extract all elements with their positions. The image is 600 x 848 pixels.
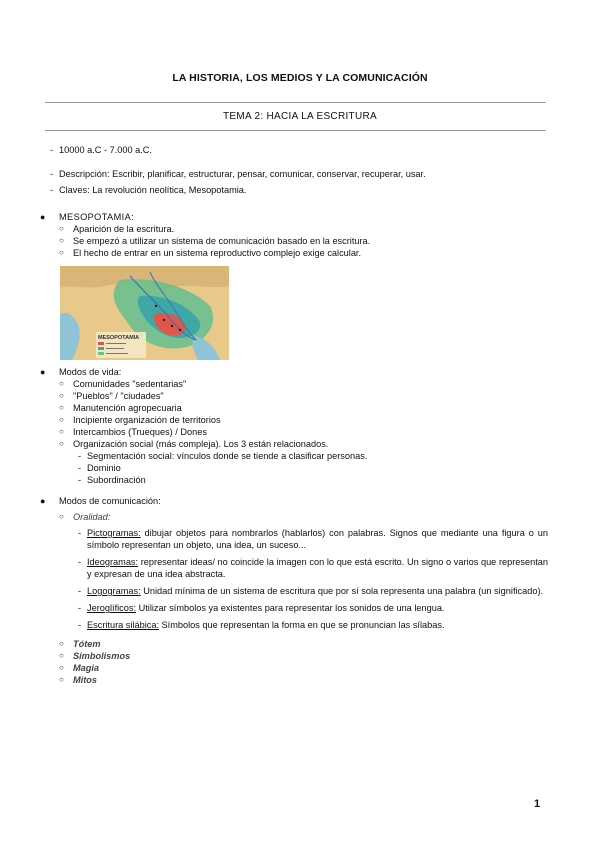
sub-list-item: - Subordinación — [87, 474, 146, 486]
list-item: Intercambios (Trueques) / Dones — [73, 427, 207, 437]
sub-list-item: - Dominio — [87, 462, 121, 474]
list-item: Manutención agropecuaria — [73, 403, 182, 413]
definition-jeroglificos — [87, 602, 445, 614]
page-number: 1 — [534, 798, 541, 810]
definition-escritura-silabica — [87, 619, 445, 631]
definition-logogramas — [87, 585, 543, 597]
circle-bullet-icon: ○ — [59, 379, 64, 388]
top-rule — [45, 102, 546, 103]
definition-text: representar ideas/ no coincide la imagen con lo que está escrito. Un signo o varios que representan y expresan de una idea abstracta. — [87, 557, 548, 579]
bottom-rule — [45, 130, 546, 131]
circle-bullet-icon: ○ — [59, 403, 64, 412]
term: Ideogramas: — [87, 557, 139, 567]
circle-bullet-icon: ○ — [59, 248, 64, 257]
list-item: El hecho de entrar en un sistema reproductivo complejo exige calcular. — [73, 248, 362, 258]
definition-text: Símbolos que representan la forma en que se pronuncian las sílabas. — [159, 620, 445, 630]
circle-bullet-icon: ○ — [59, 439, 64, 448]
bullet-icon: ● — [40, 212, 46, 222]
circle-bullet-icon: ○ — [59, 512, 64, 521]
list-item: Mitos — [73, 675, 97, 685]
mesopotamia-map-image — [60, 266, 229, 360]
modos-comunicacion-heading: Modos de comunicación: — [59, 496, 161, 506]
definition-text: Utilizar símbolos ya existentes para representar los sonidos de una lengua. — [136, 603, 445, 613]
document-title: LA HISTORIA, LOS MEDIOS Y LA COMUNICACIÓN — [172, 72, 428, 84]
intro-claves: - Claves: La revolución neolítica, Mesopotamia. — [59, 184, 246, 196]
list-item: Magia — [73, 663, 100, 673]
definition-text: Unidad mínima de un sistema de escritura que por sí sola representa una palabra (un significado). — [140, 586, 544, 596]
circle-bullet-icon: ○ — [59, 224, 64, 233]
map-label: MESOPOTAMIA — [98, 335, 140, 341]
circle-bullet-icon: ○ — [59, 391, 64, 400]
list-item: Comunidades "sedentarias" — [73, 379, 187, 389]
circle-bullet-icon: ○ — [59, 427, 64, 436]
circle-bullet-icon: ○ — [59, 675, 64, 684]
intro-description: - Descripción: Escribir, planificar, estructurar, pensar, comunicar, conservar, recuperar, usar. — [59, 168, 426, 180]
circle-bullet-icon: ○ — [59, 639, 64, 648]
list-item: "Pueblos" / "ciudades" — [73, 391, 164, 401]
term: Jeroglíficos: — [87, 603, 137, 613]
list-item: Incipiente organización de territorios — [73, 415, 221, 425]
circle-bullet-icon: ○ — [59, 651, 64, 660]
definition-ideogramas — [87, 556, 548, 580]
definition-pictogramas — [87, 527, 548, 551]
circle-bullet-icon: ○ — [59, 236, 64, 245]
term: Logogramas: — [87, 586, 141, 596]
circle-bullet-icon: ○ — [59, 663, 64, 672]
list-item: Aparición de la escritura. — [73, 224, 175, 234]
list-item: Organización social (más compleja). Los 3 están relacionados. — [73, 439, 329, 449]
bullet-icon: ● — [40, 367, 46, 377]
modos-vida-heading: Modos de vida: — [59, 367, 122, 377]
term: Escritura silábica: — [87, 620, 159, 630]
list-item: Se empezó a utilizar un sistema de comunicación basado en la escritura. — [73, 236, 371, 246]
bullet-icon: ● — [40, 496, 46, 506]
intro-date: - 10000 a.C - 7.000 a.C. — [59, 144, 152, 156]
list-item: Tótem — [73, 639, 101, 649]
sub-list-item: - Segmentación social: vínculos donde se tiende a clasificar personas. — [87, 450, 367, 462]
list-item: Simbolismos — [73, 651, 131, 661]
definition-text: dibujar objetos para nombrarlos (hablarlos) con palabras. Signos que mediante una figura o un símbolo representan un objeto, una idea, un suceso... — [87, 528, 548, 550]
mesopotamia-heading: MESOPOTAMIA: — [59, 212, 135, 222]
document-subtitle: TEMA 2: HACIA LA ESCRITURA — [223, 111, 377, 122]
oralidad-label: Oralidad: — [73, 512, 111, 522]
circle-bullet-icon: ○ — [59, 415, 64, 424]
term: Pictogramas: — [87, 528, 141, 538]
